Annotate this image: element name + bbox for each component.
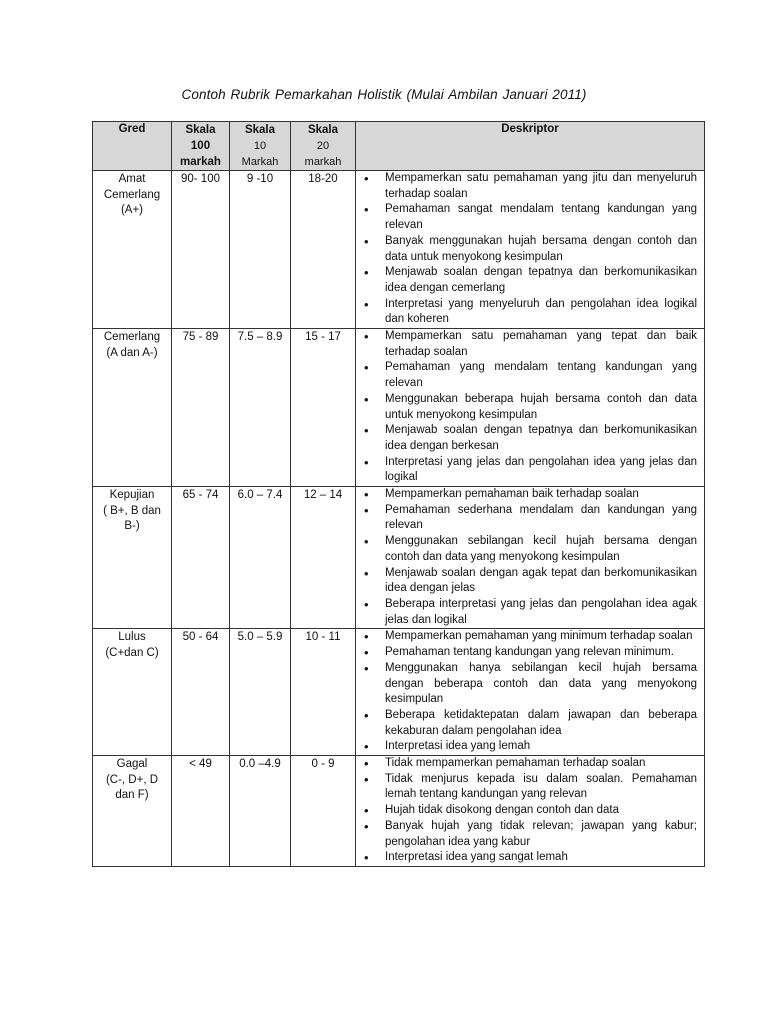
skala-20-cell: 10 - 11 [291,629,356,756]
skala-100-cell: < 49 [172,756,230,867]
table-row [93,171,705,329]
document-title: Contoh Rubrik Pemarkahan Holistik (Mulai Ambilan Januari 2011) [181,87,587,102]
list-item: • Menjawab soalan dengan tepatnya dan berkomunikasikan idea dengan cemerlang [356,265,697,296]
list-item: • Tidak menjurus kepada isu dalam soalan. Pemahaman lemah tentang kandungan yang relevan [356,772,697,803]
list-item: • Beberapa ketidaktepatan dalam jawapan dan beberapa kekaburan dalam pengolahan idea [356,708,697,739]
gred-cell: Kepujian ( B+, B dan B-) [93,487,172,629]
list-item: • Banyak hujah yang tidak relevan; jawapan yang kabur; pengolahan idea yang kabur [356,819,697,850]
skala-20-cell: 18-20 [291,171,356,329]
skala-100-cell: 65 - 74 [172,487,230,629]
list-item: • Pemahaman sangat mendalam tentang kandungan yang relevan [356,202,697,233]
header-skala-20: Skala 20 markah [291,122,356,171]
list-item: • Pemahaman tentang kandungan yang relevan minimum. [356,645,697,661]
skala-100-cell: 50 - 64 [172,629,230,756]
list-item: • Banyak menggunakan hujah bersama dengan contoh dan data untuk menyokong kesimpulan [356,234,697,265]
gred-cell: Amat Cemerlang (A+) [93,171,172,329]
list-item: • Hujah tidak disokong dengan contoh dan data [356,803,697,819]
skala-100-cell: 90- 100 [172,171,230,329]
list-item: • Menjawab soalan dengan agak tepat dan berkomunikasikan idea dengan jelas [356,566,697,597]
header-gred: Gred [93,122,172,171]
skala-10-cell: 6.0 – 7.4 [230,487,291,629]
header-deskriptor: Deskriptor [356,122,705,171]
list-item: • Mempamerkan pemahaman yang minimum terhadap soalan [356,629,697,645]
gred-cell: Lulus (C+dan C) [93,629,172,756]
deskriptor-cell [356,171,705,329]
gred-cell: Gagal (C-, D+, D dan F) [93,756,172,867]
list-item: • Mempamerkan satu pemahaman yang jitu dan menyeluruh terhadap soalan [356,171,697,202]
list-item: • Tidak mempamerkan pemahaman terhadap soalan [356,756,697,772]
list-item: • Interpretasi yang menyeluruh dan pengolahan idea logikal dan koheren [356,297,697,328]
skala-10-cell: 7.5 – 8.9 [230,329,291,487]
skala-20-cell: 15 - 17 [291,329,356,487]
header-skala-100: Skala 100 markah [172,122,230,171]
skala-100-cell: 75 - 89 [172,329,230,487]
list-item: • Beberapa interpretasi yang jelas dan pengolahan idea agak jelas dan logikal [356,597,697,628]
deskriptor-cell [356,756,705,867]
table-row [93,756,705,867]
list-item: • Mempamerkan pemahaman baik terhadap soalan [356,487,697,503]
list-item: • Pemahaman sederhana mendalam dan kandungan yang relevan [356,503,697,534]
list-item: • Menggunakan beberapa hujah bersama contoh dan data untuk menyokong kesimpulan [356,392,697,423]
list-item: • Pemahaman yang mendalam tentang kandungan yang relevan [356,360,697,391]
list-item: • Interpretasi idea yang sangat lemah [356,850,697,866]
table-row [93,629,705,756]
skala-20-cell: 12 – 14 [291,487,356,629]
list-item: • Interpretasi yang jelas dan pengolahan idea yang jelas dan logikal [356,455,697,486]
table-row [93,329,705,487]
skala-10-cell: 0.0 –4.9 [230,756,291,867]
skala-10-cell: 9 -10 [230,171,291,329]
skala-10-cell: 5.0 – 5.9 [230,629,291,756]
table-header-row [93,122,705,171]
list-item: • Interpretasi idea yang lemah [356,739,697,755]
deskriptor-cell [356,487,705,629]
gred-cell: Cemerlang (A dan A-) [93,329,172,487]
deskriptor-cell [356,329,705,487]
list-item: • Menjawab soalan dengan tepatnya dan berkomunikasikan idea dengan berkesan [356,423,697,454]
header-skala-10: Skala 10 Markah [230,122,291,171]
list-item: • Mempamerkan satu pemahaman yang tepat dan baik terhadap soalan [356,329,697,360]
deskriptor-cell [356,629,705,756]
rubric-table [92,121,705,867]
list-item: • Menggunakan hanya sebilangan kecil hujah bersama dengan beberapa contoh dan data yang menyokong kesimpulan [356,661,697,708]
skala-20-cell: 0 - 9 [291,756,356,867]
table-row [93,487,705,629]
list-item: • Menggunakan sebilangan kecil hujah bersama dengan contoh dan data yang menyokong kesimpulan [356,534,697,565]
